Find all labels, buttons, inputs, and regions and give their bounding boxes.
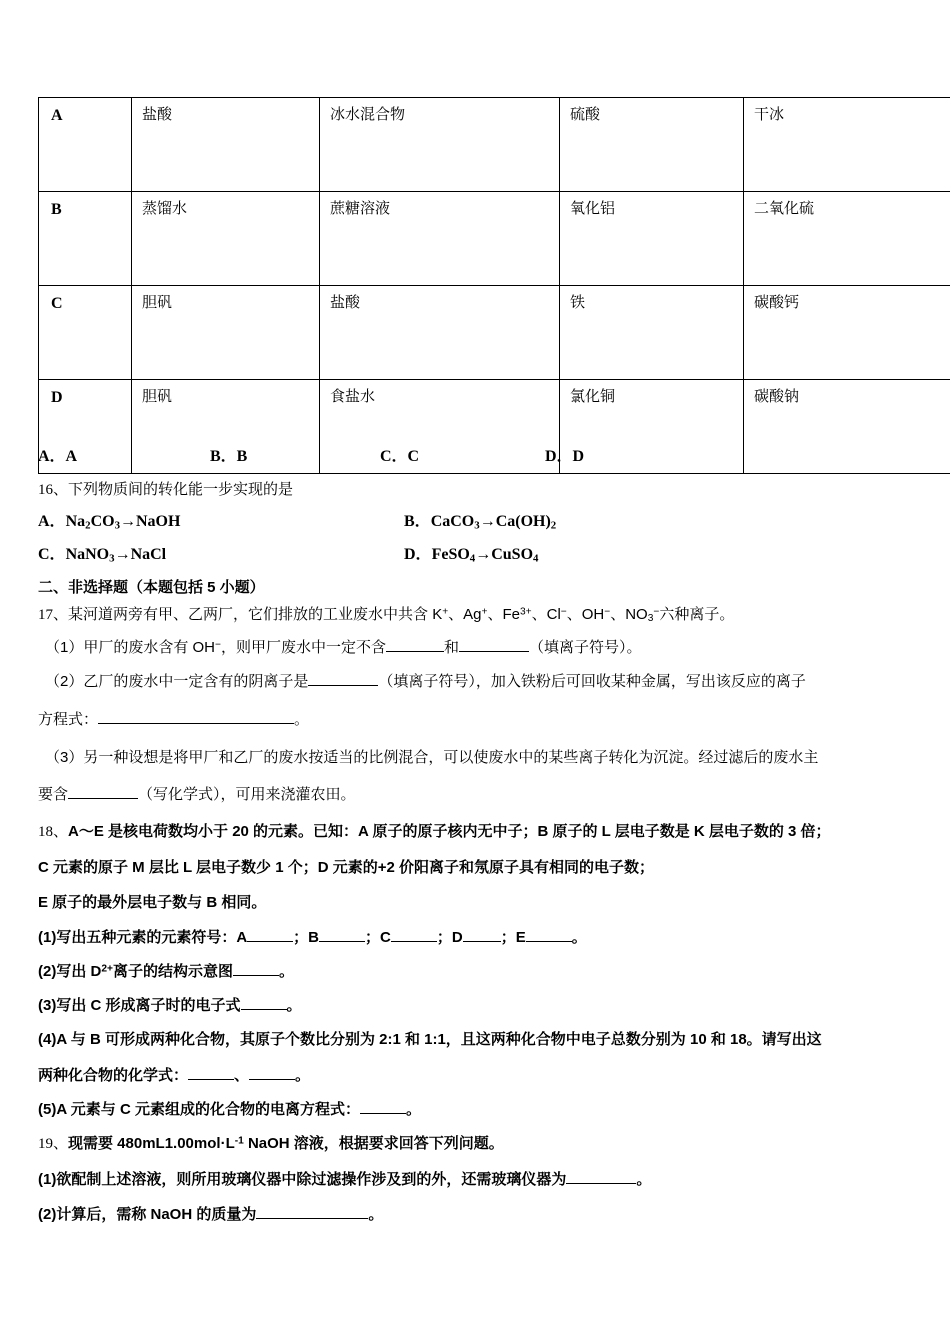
q16-option-b[interactable]: B．$CaCO_3\to Ca(OH)_2$	[404, 513, 557, 532]
cell-c4: 碳酸钙	[744, 286, 950, 380]
blank-field[interactable]	[308, 685, 378, 686]
question-17-number: 17、	[38, 607, 69, 623]
cell-c2: 盐酸	[320, 286, 560, 380]
cell-b1: 蒸馏水	[132, 192, 320, 286]
blank-field[interactable]	[391, 941, 437, 942]
blank-field[interactable]	[386, 651, 444, 652]
cell-d2: 食盐水	[320, 380, 560, 474]
question-17-stem: 17、某河道两旁有甲、乙两厂，它们排放的工业废水中共含 K+、Ag+、$Fe^{3+}$、Cl−、OH−、$NO_3^-$六种离子。	[38, 606, 735, 625]
blank-field[interactable]	[98, 723, 294, 724]
blank-field[interactable]	[241, 1009, 287, 1010]
row-label-c: C	[39, 286, 132, 380]
cell-c3: 铁	[560, 286, 744, 380]
answer-option-d[interactable]: D．D	[545, 448, 585, 465]
blank-field[interactable]	[526, 941, 572, 942]
question-16-text: 下列物质间的转化能一步实现的是	[68, 481, 294, 498]
q18-part-4-line1: (4)A 与 B 可形成两种化合物，其原子个数比分别为 2:1 和 1:1，且这两种化合物中电子总数分别为 10 和 18。请写出这	[38, 1031, 822, 1048]
q16-option-d[interactable]: D．FeSO$_4$→CuSO$_4$	[404, 546, 539, 565]
q17-part-2-line2: 方程式： 。	[38, 711, 310, 728]
blank-field[interactable]	[360, 1113, 406, 1114]
blank-field[interactable]	[566, 1183, 636, 1184]
row-label-b: B	[39, 192, 132, 286]
section-2-heading: 二、非选择题（本题包括 5 小题）	[38, 579, 265, 596]
table-row	[39, 98, 950, 192]
question-18-line-2: C 元素的原子 M 层比 L 层电子数少 1 个；D 元素的+2 价阳离子和氖原子具有相同的电子数；	[38, 859, 655, 876]
blank-field[interactable]	[319, 941, 365, 942]
q18-part-2: (2)写出 $D^{2+}$离子的结构示意图 。	[38, 963, 294, 980]
ion-list: K+、Ag+、$Fe^{3+}$、Cl−、OH−、$NO_3^-$	[432, 606, 660, 625]
q16-option-a-label: A．	[38, 513, 66, 530]
blank-field[interactable]	[233, 975, 279, 976]
cell-d4: 碳酸钠	[744, 380, 950, 474]
blank-field[interactable]	[68, 798, 138, 799]
table-row	[39, 380, 950, 474]
blank-field[interactable]	[256, 1218, 368, 1219]
blank-field[interactable]	[459, 651, 529, 652]
cell-d3: 氯化铜	[560, 380, 744, 474]
q17-part-3-line1: （3）另一种设想是将甲厂和乙厂的废水按适当的比例混合，可以使废水中的某些离子转化为沉淀。经过滤后的废水主	[45, 749, 819, 766]
q16-option-d-label: D．	[404, 546, 432, 563]
arrow-icon: →	[114, 546, 131, 563]
question-18-line-1: 18、A～E 是核电荷数均小于 20 的元素。已知：A 原子的原子核内无中子；B 原子的 L 层电子数是 K 层电子数的 3 倍；	[38, 823, 831, 840]
answer-option-a[interactable]: A．A	[38, 448, 78, 465]
q16-a-formula: Na	[65, 513, 86, 530]
cell-c1: 胆矾	[132, 286, 320, 380]
q17-part-1: （1）甲厂的废水含有 OH−，则甲厂废水中一定不含 和 （填离子符号）。	[45, 639, 642, 656]
q18-part-3: (3)写出 C 形成离子时的电子式 。	[38, 997, 302, 1014]
arrow-icon: →	[120, 513, 136, 530]
q18-part-1: (1)写出五种元素的元素符号：A ；B ；C ；D ；E 。	[38, 929, 587, 946]
answer-option-b[interactable]: B．B	[210, 448, 248, 465]
cell-b3: 氧化铝	[560, 192, 744, 286]
row-label-a: A	[39, 98, 132, 192]
question-19-stem: 19、现需要 $480mL1.00mol\cdot L^{-1}$ NaOH 溶液，根据要求回答下列问题。	[38, 1135, 504, 1152]
cell-b4: 二氧化硫	[744, 192, 950, 286]
cell-a1: 盐酸	[132, 98, 320, 192]
q17-part-3-line2: 要含 （写化学式），可用来浇灌农田。	[38, 786, 356, 803]
q18-part-4-line2: 两种化合物的化学式： 、 。	[38, 1067, 311, 1084]
cell-a4: 干冰	[744, 98, 950, 192]
q16-option-c-label: C．	[38, 546, 66, 563]
question-18-number: 18、	[38, 824, 69, 840]
arrow-icon: →	[479, 513, 496, 530]
table-row	[39, 192, 950, 286]
blank-field[interactable]	[188, 1079, 234, 1080]
q16-option-a[interactable]: A．$Na_2CO_3\to NaOH$	[38, 513, 181, 532]
cell-a3: 硫酸	[560, 98, 744, 192]
q17-part-2: （2）乙厂的废水中一定含有的阴离子是 （填离子符号），加入铁粉后可回收某种金属，写出该反应的离子	[45, 673, 806, 690]
cell-d1: 胆矾	[132, 380, 320, 474]
answer-option-c[interactable]: C．C	[380, 448, 420, 465]
blank-field[interactable]	[249, 1079, 295, 1080]
q16-option-b-label: B．	[404, 513, 431, 530]
q16-option-c[interactable]: C．NaNO$_3$→NaCl	[38, 546, 167, 565]
question-18-line-3: E 原子的最外层电子数与 B 相同。	[38, 894, 267, 911]
q18-part-5: (5)A 元素与 C 元素组成的化合物的电离方程式： 。	[38, 1101, 421, 1118]
substance-classification-table	[38, 97, 950, 474]
blank-field[interactable]	[463, 941, 501, 942]
row-label-d: D	[39, 380, 132, 474]
question-16-number: 16、	[38, 482, 69, 498]
cell-a2: 冰水混合物	[320, 98, 560, 192]
cell-b2: 蔗糖溶液	[320, 192, 560, 286]
q19-part-2: (2)计算后，需称 NaOH 的质量为 。	[38, 1206, 384, 1223]
q19-part-1: (1)欲配制上述溶液，则所用玻璃仪器中除过滤操作涉及到的外，还需玻璃仪器为 。	[38, 1171, 652, 1188]
table-row	[39, 286, 950, 380]
blank-field[interactable]	[247, 941, 293, 942]
question-16-stem	[38, 480, 293, 501]
arrow-icon: →	[475, 546, 492, 563]
question-19-number: 19、	[38, 1136, 69, 1152]
